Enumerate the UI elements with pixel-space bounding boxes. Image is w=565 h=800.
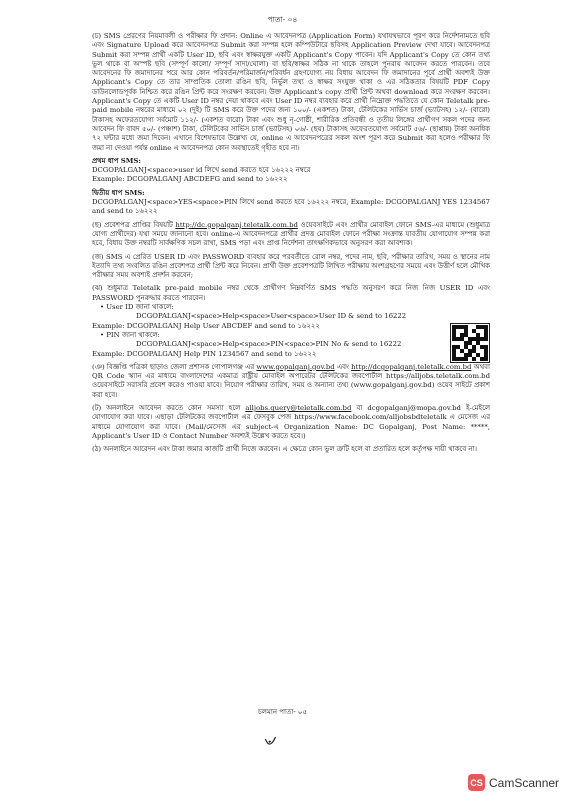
paragraph-chha-pre: (ছ) প্রবেশপত্র প্রাপ্তির বিষয়টি: [92, 220, 176, 229]
qr-module: [472, 357, 476, 361]
gopalganj-gov-link[interactable]: www.gopalganj.gov.bd: [256, 362, 335, 371]
signature: ৺: [260, 732, 277, 759]
userid-example: Example: DCGOPALGANJ Help User ABCDEF and send to ১৬২২২: [92, 321, 320, 330]
paragraph-ch: (চ) SMS প্রেরণের নিয়মাবলী ও পরীক্ষার ফি প্রদান: Online এ আবেদনপত্র (Application Form) যথাযথভাবে পূরণ করে নির্দেশনামতে ছবি এবং Signature Upload করে আবেদনপত্র Submit করা সম্পন্ন হলে কম্পিউটারে ছবিসহ Application Preview দেখা যাবে। আবেদনপত্র Submit করা সম্পন্ন প্রার্থী একটি User ID, ছবি এবং স্বাক্ষরযুক্ত একটি Applicant's Copy পাবেন। যদি Applicant's Copy তে কোন তথ্য ভুল থাকে বা অস্পষ্ট ছবি (সম্পূর্ণ কালো/ সম্পূর্ণ সাদা/ঘোলা) বা ছবি/স্বাক্ষর সঠিক না থাকে তাহলে পুনরায় আবেদন করতে পারবেন। তবে আবেদনের ফি জমাদানের পরে আর কোন পরিবর্তন/পরিমার্জন/পরিবর্ধন গ্রহণযোগ্য নয় বিধায় আবেদন ফি জমাদানের পূর্বে প্রার্থী অবশ্যই উক্ত Applicant's Copy তে তার সাম্প্রতিক তোলা রঙিন ছবি, নির্ভুল তথ্য ও স্বাক্ষর সংযুক্ত থাকা ও এর সঠিকতার বিষয়টি PDF Copy ডাউনলোডপূর্বক নিশ্চিত করে রঙিন প্রিন্ট করে সংরক্ষণ করবেন। উক্ত Applicant's copy প্রার্থী প্রিন্ট অথবা download করে সংরক্ষণ করবেন। Applicant's Copy তে একটি User ID নম্বর দেয়া থাকবে এবং User ID নম্বর ব্যবহার করে প্রার্থী নিম্নোক্ত পদ্ধতিতে যে কোন Teletalk pre-paid mobile নম্বরের মাধ্যমে ০২ (দুই) টি SMS করে উক্ত পদের জন্য ১০০/- (একশত) টাকা, টেলিটকের সার্ভিস চার্জ (ভ্যাটসহ) ১২/- (বারো) টাকাসহ অফেরতযোগ্য সর্বমোট ১১২/- (একশত বারো) টাকা এবং শুধু নৃ-গোষ্ঠী, শারীরিক প্রতিবন্ধী ও তৃতীয় লিঙ্গের প্রার্থীগণ সকল পদের জন্য আবেদন ফি বাবদ ৫০/- (পঞ্চাশ) টাকা, টেলিটকের সার্ভিস চার্জ (ভ্যাটসহ) ০৬/- (ছয়) টাকাসহ অফেরতযোগ্য সর্বমোট ৫৬/- (ছাপ্পান্ন) টাকা অনধিক ৭২ ঘন্টার মধ্যে জমা দিবেন। এখানে বিশেষভাবে উল্লেখ্য যে, online এ আবেদনপত্রের সকল অংশ পূরণ করে Submit করা হলেও পরীক্ষার ফি জমা না দেওয়া পর্যন্ত online এ আবেদনপত্র কোন অবস্থাতেই গৃহীত হবে না।: [92, 32, 490, 152]
paragraph-ta: [92, 404, 490, 441]
pin-example: Example: DCGOPALGANJ Help PIN 1234567 and send to ১৬২২২: [92, 349, 317, 358]
userid-instruction: DCGOPALGANJ<space>Help<space>User<space>User ID & send to 16222: [136, 312, 407, 321]
camscanner-watermark: [468, 774, 559, 791]
camscanner-logo-icon: CS: [468, 774, 485, 791]
paragraph-nio-pre: (ঞ) বিজ্ঞপ্তি পত্রিকা ছাড়াও জেলা প্রশাসক গোপালগঞ্জ এর: [92, 362, 257, 371]
qr-module: [484, 337, 488, 341]
paragraph-ja: (জ) SMS এ প্রেরিত USER ID এবং PASSWORD ব্যবহার করে পরবর্তীতে রোল নম্বর, পদের নাম, ছবি, পরীক্ষার তারিখ, সময় ও স্থানের নাম ইত্যাদি তথ্য সংবলিত রঙিন প্রবেশপত্র প্রার্থী প্রিন্ট করে নিবেন। প্রার্থী উক্ত প্রবেশপত্রটি লিখিত পরীক্ষায় অংশগ্রহণের সময়ে এবং উত্তীর্ণ হলে মৌখিক পরীক্ষার সময় অবশ্যই প্রদর্শন করবেন;: [92, 252, 490, 280]
camscanner-label: CamScanner: [489, 775, 560, 790]
paragraph-nio: [92, 363, 490, 400]
paragraph-jha: (ঝ) শুধুমাত্র Teletalk pre-paid mobile নম্বর থেকে প্রার্থীগণ নিম্নবর্ণিত SMS পদ্ধতি অনুসরণ করে নিজ নিজ USER ID এবং PASSWORD পুনরুদ্ধার করতে পারবেন।: [92, 284, 490, 302]
pin-bullet: • PIN জানা থাকলে:: [100, 330, 160, 339]
sms1-example: Example: DCGOPALGANJ ABCDEFG and send to ১৬২২২: [92, 175, 288, 184]
paragraph-ta-post: বা dcgopalganj@mopa.gov.bd ই-মেইলে যোগাযোগ করা যাবে। এছাড়া টেলিটকের জবপোর্টাল এর ফেসবুক পেজ https://www.facebook.com/alljobsbdteletalk এ মেসেজ এর মাধ্যমে যোগাযোগ করা যাবে। (Mail/মেসেজ এর subject-এ Organization Name: DC Gopalganj, Post Name: *****, Applicant's User ID ও Contact Number অবশ্যই উল্লেখ করতে হবে।): [92, 403, 490, 440]
qr-module: [464, 357, 468, 361]
paragraph-chha-post: ওয়েবসাইটে এবং প্রার্থীর মোবাইল ফোনে SMS-এর মাধ্যমে (শুধুমাত্র যোগ্য প্রার্থীদের) যথা সময়ে জানানো হবে। online-এ আবেদনপত্রে প্রার্থীর প্রদত্ত মোবাইল ফোনে পরীক্ষা সংক্রান্ত যাবতীয় যোগাযোগ সম্পন্ন করা হবে, বিধায় উক্ত নম্বরটি সার্বক্ষণিক সচল রাখা, SMS পড়া এবং প্রাপ্ত নির্দেশনা তাৎক্ষণিকভাবে অনুসরণ করা আবশ্যক।: [92, 220, 491, 248]
document-body: [92, 32, 490, 458]
dcgopalganj-teletalk-link[interactable]: http://dcgopalganj.teletalk.com.bd: [351, 362, 472, 371]
userid-bullet: • User ID জানা থাকলে:: [100, 303, 174, 312]
qr-code-icon[interactable]: [450, 323, 490, 363]
query-email-link[interactable]: alljobs.query@teletalk.com.bd: [245, 403, 352, 412]
page-number: পাতা- ০৪: [267, 15, 298, 24]
paragraph-ta-pre: (ট) অনলাইনে আবেদন করতে কোন সমস্যা হলে: [92, 403, 246, 412]
paragraph-tha: (ঠ) অনলাইনে আবেদন এবং টাকা জমার কাজটি প্রার্থী নিজে করবেন। এ ক্ষেত্রে কোন ভুল ত্রুটি হলে বা প্রতারিত হলে কর্তৃপক্ষ দায়ী থাকবে না।: [92, 445, 477, 454]
qr-module: [484, 357, 488, 361]
pin-instruction: DCGOPALGANJ<space>Help<space>PIN<space>PIN No & send to 16222: [136, 340, 402, 349]
paragraph-nio-post: অথবা QR Code স্ক্যান এর মাধ্যমে বাংলাদেশের একমাত্র রাষ্ট্রীয় মোবাইল অপারেটর টেলিটকের জবপোর্টাল https://alljobs.teletalk.com.bd ওয়েবসাইটে সরাসরি প্রবেশ করেও পাওয়া যাবে। নিয়োগ পরীক্ষার তারিখ, সময় ও অন্যান্য তথ্য (www.gopalganj.gov.bd) ওয়েব সাইটে প্রকাশ করা হবে।: [92, 362, 490, 399]
sms2-instruction: DCGOPALGANJ<space>YES<space>PIN লিখে send করতে হবে ১৬২২২ নম্বরে, Example: DCGOPALGANJ YES 1234567 and send to ১৬২২২: [92, 198, 490, 216]
sms1-label: প্রথম ধাপ SMS:: [92, 156, 141, 165]
sms2-label: দ্বিতীয় ধাপ SMS:: [92, 188, 145, 197]
paragraph-nio-mid: এবং: [334, 362, 352, 371]
paragraph-chha: [92, 221, 490, 249]
admit-card-link[interactable]: http://dc.gopalganj.teletalk.com.bd: [175, 220, 298, 229]
continued-page-note: চলমান পাতা- ০৫: [257, 708, 308, 716]
sms1-instruction: DCGOPALGANJ<space>user id লিখে send করতে হবে ১৬২২২ নম্বরে: [92, 166, 311, 175]
